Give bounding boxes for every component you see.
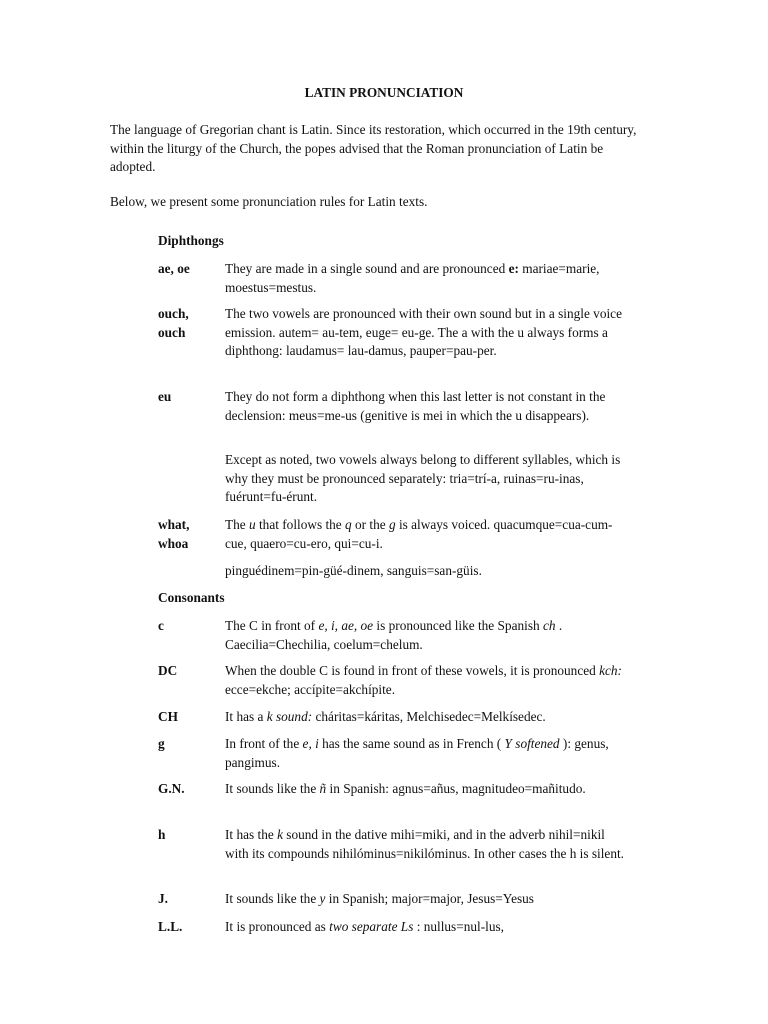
rule-term: c [158, 618, 164, 633]
rule-description: It has the k sound in the dative mihi=miki, and in the adverb nihil=nikil with its compounds nihilóminus=nikilóminus. In other cases the h is silent. [225, 827, 624, 861]
lead-paragraph: Below, we present some pronunciation rules for Latin texts. [110, 194, 428, 209]
rule-term: eu [158, 389, 172, 404]
rule-term: CH [158, 709, 178, 724]
consonants-heading: Consonants [158, 590, 225, 605]
rule-term: DC [158, 663, 178, 678]
rule-term: L.L. [158, 919, 183, 934]
rule-term: g [158, 736, 165, 751]
rule-term: h [158, 827, 166, 842]
syllables-note: Except as noted, two vowels always belong to different syllables, which is why they must be pronounced separately: tria=trí-a, ruinas=ru-inas, fuérunt=fu-érunt. [225, 452, 621, 504]
rule-description: It sounds like the y in Spanish; major=major, Jesus=Yesus [225, 891, 534, 906]
rule-term: ae, oe [158, 261, 190, 276]
rule-term: what, whoa [158, 517, 190, 551]
rule-description: When the double C is found in front of these vowels, it is pronounced kch: ecce=ekche; accípite=akchípite. [225, 663, 622, 697]
rule-description: The C in front of e, i, ae, oe is pronounced like the Spanish ch . Caecilia=Chechilia, coelum=chelum. [225, 618, 563, 652]
diphthongs-heading: Diphthongs [158, 233, 224, 248]
rule-description: It sounds like the ñ in Spanish: agnus=añus, magnitudeo=mañitudo. [225, 781, 586, 796]
rule-description: It has a k sound: cháritas=káritas, Melchisedec=Melkísedec. [225, 709, 546, 724]
rule-description: It is pronounced as two separate Ls : nullus=nul-lus, [225, 919, 504, 934]
intro-paragraph: The language of Gregorian chant is Latin. Since its restoration, which occurred in the 19th century, within the liturgy of the Church, the popes advised that the Roman pronunciation of Latin be adopted. [110, 122, 637, 174]
rule-term: J. [158, 891, 168, 906]
rule-term: ouch, ouch [158, 306, 189, 340]
pinguedinem-note: pinguédinem=pin-güé-dinem, sanguis=san-güis. [225, 563, 482, 578]
rule-term: G.N. [158, 781, 185, 796]
document-title: LATIN PRONUNCIATION [304, 85, 464, 100]
rule-description: In front of the e, i has the same sound as in French ( Y softened ): genus, pangimus. [225, 736, 609, 770]
rule-description: They are made in a single sound and are pronounced e: mariae=marie, moestus=mestus. [225, 261, 600, 295]
rule-description: The u that follows the q or the g is always voiced. quacumque=cua-cum-cue, quaero=cu-ero, qui=cu-i. [225, 517, 613, 551]
rule-description: The two vowels are pronounced with their own sound but in a single voice emission. autem= au-tem, euge= eu-ge. The a with the u always forms a diphthong: laudamus= lau-damus, pauper=pau-per. [225, 306, 622, 358]
rule-description: They do not form a diphthong when this last letter is not constant in the declension: meus=me-us (genitive is mei in which the u disappears). [225, 389, 606, 423]
